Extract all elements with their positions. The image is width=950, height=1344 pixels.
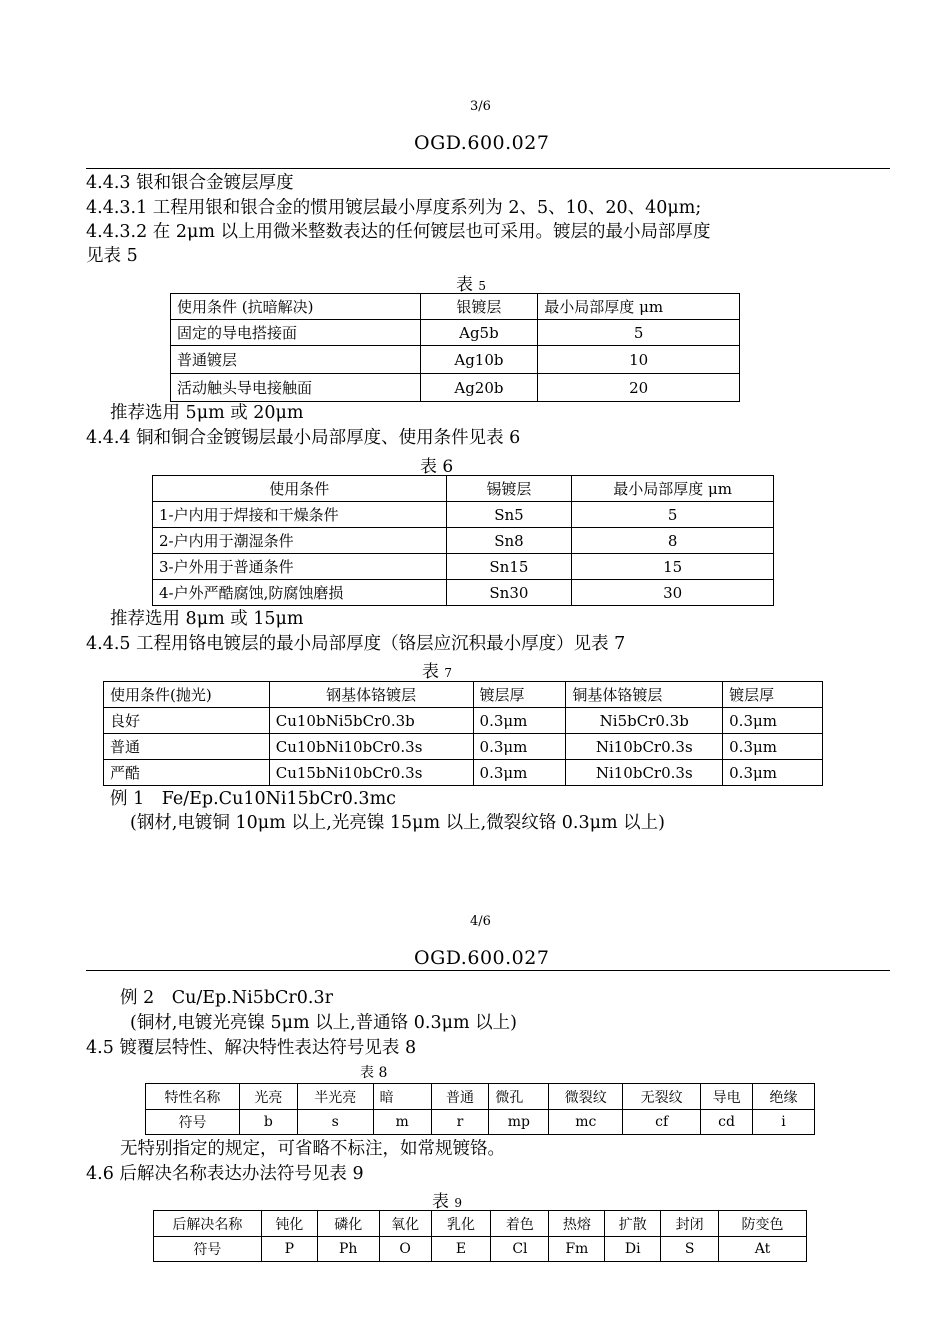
table-header: 光亮 bbox=[239, 1084, 297, 1110]
table-header: 封闭 bbox=[661, 1211, 719, 1237]
table-cell: Ag20b bbox=[420, 374, 538, 402]
table-header: 半光亮 bbox=[297, 1084, 373, 1110]
table-cell: 符号 bbox=[146, 1110, 240, 1135]
table-cell: Sn5 bbox=[446, 502, 572, 528]
table-cell: 普通镀层 bbox=[171, 346, 421, 374]
table-header: 使用条件 (抗暗解决) bbox=[171, 294, 421, 320]
table-header: 使用条件 bbox=[153, 476, 447, 502]
table-cell: 30 bbox=[572, 580, 774, 606]
table-caption: 表 5 bbox=[456, 275, 487, 295]
example: 例 2 Cu/Ep.Ni5bCr0.3r bbox=[120, 988, 333, 1008]
table-header: 导电 bbox=[701, 1084, 753, 1110]
paragraph: 4.4.3.2 在 2μm 以上用微米整数表达的任何镀层也可采用。镀层的最小局部厚度 bbox=[86, 222, 711, 242]
table-cell: 8 bbox=[572, 528, 774, 554]
example-note: (铜材,电镀光亮镍 5μm 以上,普通铬 0.3μm 以上) bbox=[130, 1013, 517, 1033]
table-header: 无裂纹 bbox=[623, 1084, 701, 1110]
table-header: 钝化 bbox=[261, 1211, 317, 1237]
table-header: 最小局部厚度 μm bbox=[538, 294, 740, 320]
table-header: 锡镀层 bbox=[446, 476, 572, 502]
recommendation: 推荐选用 5μm 或 20μm bbox=[110, 403, 304, 423]
table-cell: Ni5bCr0.3b bbox=[566, 708, 723, 734]
table-row bbox=[153, 580, 774, 606]
table-header: 绝缘 bbox=[753, 1084, 815, 1110]
table-row bbox=[153, 554, 774, 580]
table-9 bbox=[153, 1210, 807, 1262]
table-header: 扩散 bbox=[605, 1211, 661, 1237]
table-cell: b bbox=[239, 1110, 297, 1135]
table-cell: Ag5b bbox=[420, 320, 538, 346]
example-note: (钢材,电镀铜 10μm 以上,光亮镍 15μm 以上,微裂纹铬 0.3μm 以上) bbox=[130, 813, 665, 833]
table-cell: i bbox=[753, 1110, 815, 1135]
table-5 bbox=[170, 293, 740, 402]
table-6 bbox=[152, 475, 774, 606]
table-row bbox=[146, 1110, 815, 1135]
section-heading: 4.4.5 工程用铬电镀层的最小局部厚度（铬层应沉积最小厚度）见表 7 bbox=[86, 634, 626, 654]
table-cell: 0.3μm bbox=[473, 708, 566, 734]
document-code: OGD.600.027 bbox=[414, 947, 550, 969]
table-cell: 5 bbox=[538, 320, 740, 346]
table-header: 银镀层 bbox=[420, 294, 538, 320]
table-header: 普通 bbox=[431, 1084, 489, 1110]
section-heading: 4.4.4 铜和铜合金镀锡层最小局部厚度、使用条件见表 6 bbox=[86, 428, 521, 448]
table-cell: Fm bbox=[549, 1237, 605, 1262]
table-cell: 0.3μm bbox=[723, 734, 823, 760]
table-cell: 普通 bbox=[104, 734, 270, 760]
table-header: 最小局部厚度 μm bbox=[572, 476, 774, 502]
table-cell: 10 bbox=[538, 346, 740, 374]
recommendation: 推荐选用 8μm 或 15μm bbox=[110, 609, 304, 629]
header-rule bbox=[86, 970, 890, 971]
table-cell: Sn30 bbox=[446, 580, 572, 606]
table-cell: Cu10bNi5bCr0.3b bbox=[269, 708, 473, 734]
table-row bbox=[171, 374, 740, 402]
table-row bbox=[153, 502, 774, 528]
table-cell: 0.3μm bbox=[723, 760, 823, 786]
table-row bbox=[153, 528, 774, 554]
section-heading: 4.4.3 银和银合金镀层厚度 bbox=[86, 173, 294, 193]
table-cell: 符号 bbox=[154, 1237, 262, 1262]
table-cell: mc bbox=[549, 1110, 623, 1135]
page-number: 4/6 bbox=[470, 914, 491, 929]
table-header: 防变色 bbox=[719, 1211, 807, 1237]
table-cell: s bbox=[297, 1110, 373, 1135]
table-header: 镀层厚 bbox=[473, 682, 566, 708]
table-header: 微裂纹 bbox=[549, 1084, 623, 1110]
header-rule bbox=[86, 168, 890, 169]
table-cell: 0.3μm bbox=[473, 734, 566, 760]
table-cell: 2-户内用于潮湿条件 bbox=[153, 528, 447, 554]
table-header: 着色 bbox=[491, 1211, 549, 1237]
paragraph: 4.4.3.1 工程用银和银合金的惯用镀层最小厚度系列为 2、5、10、20、40μm; bbox=[86, 198, 702, 218]
table-caption: 表 6 bbox=[420, 457, 454, 477]
table-header: 使用条件(抛光) bbox=[104, 682, 270, 708]
table-cell: 良好 bbox=[104, 708, 270, 734]
table-cell: P bbox=[261, 1237, 317, 1262]
table-cell: r bbox=[431, 1110, 489, 1135]
table-cell: At bbox=[719, 1237, 807, 1262]
table-header: 钢基体铬镀层 bbox=[269, 682, 473, 708]
table-cell: 0.3μm bbox=[473, 760, 566, 786]
paragraph: 见表 5 bbox=[86, 246, 138, 266]
table-cell: Sn8 bbox=[446, 528, 572, 554]
table-header: 镀层厚 bbox=[723, 682, 823, 708]
table-cell: S bbox=[661, 1237, 719, 1262]
table-cell: 0.3μm bbox=[723, 708, 823, 734]
table-caption: 表 8 bbox=[360, 1065, 388, 1081]
table-cell: 15 bbox=[572, 554, 774, 580]
table-cell: Cu15bNi10bCr0.3s bbox=[269, 760, 473, 786]
table-row bbox=[171, 346, 740, 374]
table-cell: 3-户外用于普通条件 bbox=[153, 554, 447, 580]
table-header-row bbox=[104, 682, 823, 708]
table-header: 磷化 bbox=[317, 1211, 379, 1237]
table-cell: Ag10b bbox=[420, 346, 538, 374]
table-cell: cf bbox=[623, 1110, 701, 1135]
table-cell: Di bbox=[605, 1237, 661, 1262]
table-row bbox=[154, 1237, 807, 1262]
table-cell: 4-户外严酷腐蚀,防腐蚀磨损 bbox=[153, 580, 447, 606]
table-caption: 表 7 bbox=[422, 662, 453, 682]
table-cell: 固定的导电搭接面 bbox=[171, 320, 421, 346]
table-header: 热熔 bbox=[549, 1211, 605, 1237]
table-header-row bbox=[171, 294, 740, 320]
example: 例 1 Fe/Ep.Cu10Ni15bCr0.3mc bbox=[110, 789, 396, 809]
table-cell: mp bbox=[489, 1110, 549, 1135]
table-header-row bbox=[154, 1211, 807, 1237]
note: 无特别指定的规定，可省略不标注，如常规镀铬。 bbox=[120, 1139, 505, 1159]
section-heading: 4.6 后解决名称表达办法符号见表 9 bbox=[86, 1164, 364, 1184]
table-row bbox=[104, 708, 823, 734]
table-caption: 表 9 bbox=[432, 1192, 463, 1212]
table-cell: Ph bbox=[317, 1237, 379, 1262]
table-7 bbox=[103, 681, 823, 786]
page-number: 3/6 bbox=[470, 99, 491, 114]
table-cell: m bbox=[373, 1110, 431, 1135]
table-header: 乳化 bbox=[431, 1211, 491, 1237]
table-cell: Cl bbox=[491, 1237, 549, 1262]
table-row bbox=[104, 734, 823, 760]
table-8 bbox=[145, 1083, 815, 1135]
table-cell: 严酷 bbox=[104, 760, 270, 786]
table-header: 暗 bbox=[373, 1084, 431, 1110]
table-cell: E bbox=[431, 1237, 491, 1262]
table-cell: 活动触头导电接触面 bbox=[171, 374, 421, 402]
table-header-row bbox=[153, 476, 774, 502]
table-cell: 20 bbox=[538, 374, 740, 402]
table-header: 铜基体铬镀层 bbox=[566, 682, 723, 708]
table-row bbox=[171, 320, 740, 346]
table-row bbox=[104, 760, 823, 786]
section-heading: 4.5 镀覆层特性、解决特性表达符号见表 8 bbox=[86, 1038, 417, 1058]
table-cell: Ni10bCr0.3s bbox=[566, 734, 723, 760]
table-header: 氧化 bbox=[379, 1211, 431, 1237]
table-header: 微孔 bbox=[489, 1084, 549, 1110]
table-cell: Cu10bNi10bCr0.3s bbox=[269, 734, 473, 760]
table-cell: cd bbox=[701, 1110, 753, 1135]
table-cell: Ni10bCr0.3s bbox=[566, 760, 723, 786]
table-cell: 5 bbox=[572, 502, 774, 528]
table-cell: 1-户内用于焊接和干燥条件 bbox=[153, 502, 447, 528]
table-header-row bbox=[146, 1084, 815, 1110]
table-header: 特性名称 bbox=[146, 1084, 240, 1110]
table-cell: Sn15 bbox=[446, 554, 572, 580]
table-header: 后解决名称 bbox=[154, 1211, 262, 1237]
table-cell: O bbox=[379, 1237, 431, 1262]
document-code: OGD.600.027 bbox=[414, 132, 550, 154]
